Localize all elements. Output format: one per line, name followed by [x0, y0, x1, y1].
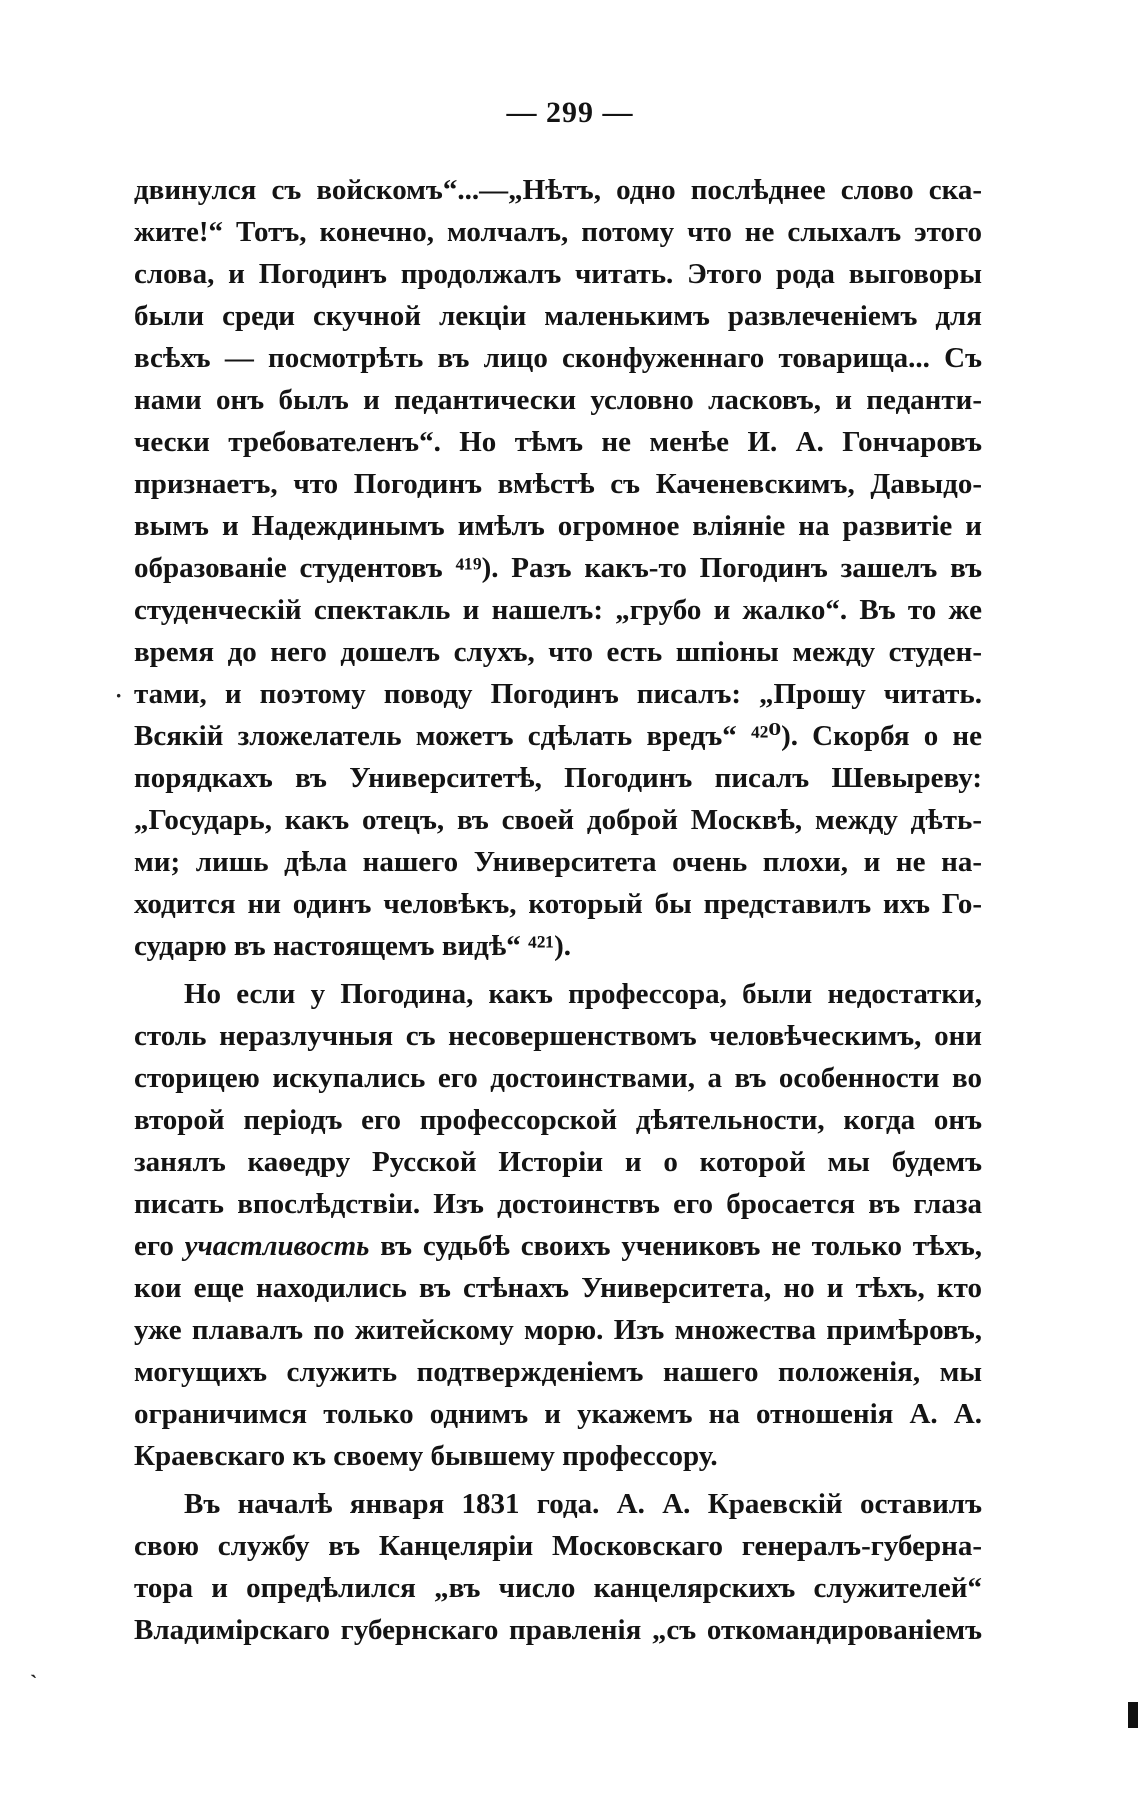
- text-line: Владимірскаго губернскаго правленія „съ откомандированіемъ: [134, 1614, 982, 1646]
- text-line: были среди скучной лекціи маленькимъ развлеченіемъ для: [134, 300, 982, 332]
- paragraph-start: Но если у Погодина, какъ профессора, были недостатки,: [184, 978, 982, 1010]
- text-line: Всякій зложелатель можетъ сдѣлать вредъ“ ⁴²⁰). Скорбя о не: [134, 720, 982, 752]
- edge-mark: [1128, 1702, 1138, 1728]
- text-line: столь неразлучныя съ несовершенствомъ человѣческимъ, они: [134, 1020, 982, 1052]
- text-line: признаетъ, что Погодинъ вмѣстѣ съ Каченевскимъ, Давыдо-: [134, 468, 982, 500]
- text-line: могущихъ служить подтвержденіемъ нашего положенія, мы: [134, 1356, 982, 1388]
- text-line: сударю въ настоящемъ видѣ“ ⁴²¹).: [134, 930, 571, 962]
- text-line: студенческій спектакль и нашелъ: „грубо и жалко“. Въ то же: [134, 594, 982, 626]
- text-line: образованіе студентовъ ⁴¹⁹). Разъ какъ-то Погодинъ зашелъ въ: [134, 552, 982, 584]
- margin-speck: ·: [115, 683, 123, 708]
- emphasized-word: участливость: [184, 1230, 370, 1262]
- text-fragment: его: [134, 1230, 174, 1262]
- text-line: второй періодъ его профессорской дѣятельности, когда онъ: [134, 1104, 982, 1136]
- text-fragment: въ судьбѣ своихъ учениковъ не только тѣхъ,: [380, 1230, 983, 1262]
- body-text: [134, 169, 982, 1651]
- text-line: писать впослѣдствіи. Изъ достоинствъ его бросается въ глаза: [134, 1188, 982, 1220]
- page-number: — 299 —: [506, 96, 634, 129]
- text-line: „Государь, какъ отецъ, въ своей доброй Москвѣ, между дѣть-: [134, 804, 982, 836]
- text-line: тора и опредѣлился „въ число канцелярскихъ служителей“: [134, 1572, 982, 1604]
- text-line: порядкахъ въ Университетѣ, Погодинъ писалъ Шевыреву:: [134, 762, 982, 794]
- text-line: жите!“ Тотъ, конечно, молчалъ, потому что не слыхалъ этого: [134, 216, 982, 248]
- text-line: слова, и Погодинъ продолжалъ читать. Этого рода выговоры: [134, 258, 982, 290]
- text-line-with-emphasis: [134, 1225, 982, 1267]
- text-line: Краевскаго къ своему бывшему профессору.: [134, 1440, 718, 1472]
- text-line: вымъ и Надеждинымъ имѣлъ огромное вліяніе на развитіе и: [134, 510, 982, 542]
- text-line: ми; лишь дѣла нашего Университета очень плохи, и не на-: [134, 846, 982, 878]
- text-line: свою службу въ Канцеляріи Московскаго генералъ-губерна-: [134, 1530, 982, 1562]
- margin-speck: `: [30, 1670, 38, 1695]
- text-line: чески требователенъ“. Но тѣмъ не менѣе И. А. Гончаровъ: [134, 426, 982, 458]
- text-line: двинулся съ войскомъ“...—„Нѣтъ, одно послѣднее слово ска-: [134, 174, 982, 206]
- text-line: занялъ каѳедру Русской Исторіи и о которой мы будемъ: [134, 1146, 982, 1178]
- text-line: всѣхъ — посмотрѣть въ лицо сконфуженнаго товарища... Съ: [134, 342, 982, 374]
- text-line: нами онъ былъ и педантически условно ласковъ, и педанти-: [134, 384, 982, 416]
- text-line: время до него дошелъ слухъ, что есть шпіоны между студен-: [134, 636, 982, 668]
- paragraph-start: Въ началѣ января 1831 года. А. А. Краевскій оставилъ: [184, 1488, 982, 1520]
- text-line: сторицею искупались его достоинствами, а въ особенности во: [134, 1062, 982, 1094]
- text-line: тами, и поэтому поводу Погодинъ писалъ: „Прошу читать.: [134, 678, 982, 710]
- text-line: ходится ни одинъ человѣкъ, который бы представилъ ихъ Го-: [134, 888, 982, 920]
- text-line: кои еще находились въ стѣнахъ Университета, но и тѣхъ, кто: [134, 1272, 982, 1304]
- text-line: ограничимся только однимъ и укажемъ на отношенія А. А.: [134, 1398, 982, 1430]
- text-line: уже плавалъ по житейскому морю. Изъ множества примѣровъ,: [134, 1314, 982, 1346]
